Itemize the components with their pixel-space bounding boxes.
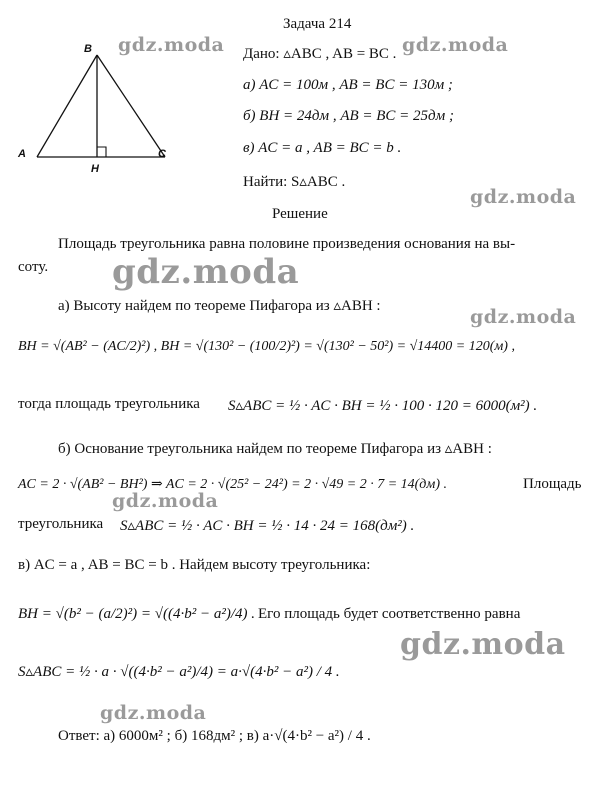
answer-line: Ответ: а) 6000м² ; б) 168дм² ; в) a·√(4·b² − a²) / 4 .	[58, 728, 371, 744]
intro-line-2: соту.	[18, 259, 49, 275]
watermark: gdz.moda	[112, 252, 300, 292]
part-b-text: б) Основание треугольника найдем по теореме Пифагора из ▵ABH :	[58, 441, 492, 457]
watermark: gdz.moda	[118, 34, 225, 56]
given-line: Дано: ▵ABC , AB = BC .	[243, 46, 397, 62]
problem-title: Задача 214	[283, 16, 352, 32]
right-angle-mark	[97, 147, 106, 157]
part-b-area-prefix: треугольника	[18, 516, 104, 532]
part-a-area-formula: S▵ABC = ½ · AC · BH = ½ · 100 · 120 = 6000(м²) .	[228, 398, 538, 414]
vertex-c-label: C	[158, 148, 166, 160]
vertex-b-label: B	[84, 43, 92, 55]
part-b-tail: Площадь	[523, 476, 582, 492]
watermark: gdz.moda	[100, 702, 207, 724]
part-c-area-formula: S▵ABC = ½ · a · √((4·b² − a²)/4) = a·√(4·b² − a²) / 4 .	[18, 664, 340, 680]
part-c-text: в) AC = a , AB = BC = b . Найдем высоту треугольника:	[18, 557, 371, 573]
part-c-tail: Его площадь будет соответственно равна	[258, 606, 521, 622]
foot-h-label: H	[91, 163, 99, 175]
triangle-figure	[0, 0, 200, 190]
case-c: в) AC = a , AB = BC = b .	[243, 140, 402, 156]
watermark: gdz.moda	[112, 490, 219, 512]
part-a-area-prefix: тогда площадь треугольника	[18, 396, 200, 412]
watermark: gdz.moda	[400, 627, 566, 662]
part-c-formula: BH = √(b² − (a/2)²) = √((4·b² − a²)/4) .	[18, 606, 255, 622]
part-a-formula: BH = √(AB² − (AC/2)²) , BH = √(130² − (100/2)²) = √(130² − 50²) = √14400 = 120(м) ,	[18, 339, 515, 354]
vertex-a-label: A	[18, 148, 26, 160]
find-line: Найти: S▵ABC .	[243, 174, 346, 190]
side-bc	[97, 55, 165, 157]
solution-heading: Решение	[272, 206, 328, 222]
intro-line-1: Площадь треугольника равна половине произведения основания на вы-	[58, 236, 516, 252]
part-b-area-formula: S▵ABC = ½ · AC · BH = ½ · 14 · 24 = 168(дм²) .	[120, 518, 415, 534]
watermark: gdz.moda	[402, 34, 509, 56]
watermark: gdz.moda	[470, 306, 577, 328]
side-ab	[37, 55, 97, 157]
watermark: gdz.moda	[470, 186, 577, 208]
part-b-formula: AC = 2 · √(AB² − BH²) ⇒ AC = 2 · √(25² − 24²) = 2 · √49 = 2 · 7 = 14(дм) .	[18, 477, 447, 492]
part-a-text: а) Высоту найдем по теореме Пифагора из ▵ABH :	[58, 298, 381, 314]
case-a: а) AC = 100м , AB = BC = 130м ;	[243, 77, 453, 93]
case-b: б) BH = 24дм , AB = BC = 25дм ;	[243, 108, 454, 124]
